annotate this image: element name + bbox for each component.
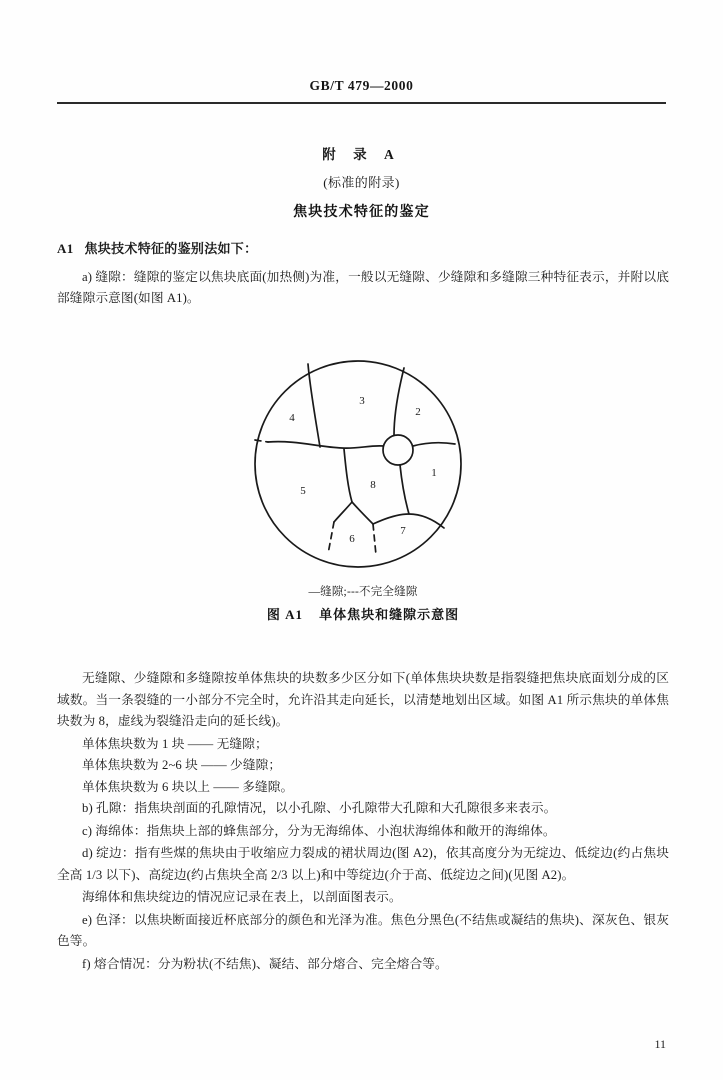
region-label-2: 2 (415, 406, 421, 418)
figure-a1 (57, 352, 669, 623)
paragraph-item-f: f) 熔合情况：分为粉状(不结焦)、凝结、部分熔合、完全熔合等。 (82, 956, 448, 971)
body-text-lower (57, 668, 669, 976)
header-divider (57, 102, 666, 104)
appendix-title: 附 录 A (322, 147, 401, 162)
crack-between-3-and-2 (394, 368, 404, 435)
rule-line-1: 单体焦块数为 1 块 —— 无缝隙； (82, 736, 268, 751)
region-label-1: 1 (431, 467, 437, 479)
page-header (57, 78, 666, 104)
paragraph-item-b: b) 孔隙：指焦块剖面的孔隙情况，以小孔隙、小孔隙带大孔隙和大孔隙很多来表示。 (82, 801, 557, 815)
region-label-7: 7 (400, 525, 406, 537)
figure-caption-text: 单体焦块和缝隙示意图 (319, 607, 460, 622)
region-label-6: 6 (349, 533, 355, 545)
crack-between-6-and-7 (352, 502, 373, 524)
figure-caption-number: 图 A1 (266, 607, 304, 622)
clause-heading (57, 238, 669, 260)
paragraph-note-record: 海绵体和焦块绽边的情况应记录在表上，以剖面图表示。 (82, 890, 402, 904)
crack-left-of-6 (334, 502, 352, 522)
clause-number: A1 (57, 241, 74, 256)
appendix-title-block (57, 143, 666, 221)
body-text-upper (57, 238, 669, 311)
rule-line-3: 单体焦块数为 6 块以上 —— 多缝隙。 (82, 779, 294, 794)
block-outline-circle (255, 361, 461, 567)
standard-code: GB/T 479—2000 (309, 78, 414, 93)
coke-block-crack-diagram (248, 352, 478, 577)
clause-title: 焦块技术特征的鉴别法如下： (84, 241, 258, 256)
paragraph-item-d: d) 绽边：指有些煤的焦块由于收缩应力裂成的裙状周边(图 A2)，依其高度分为无绽边、低绽边(约占焦块全高 1/3 以下)、高绽边(约占焦块全高 2/3 以上)和中等绽边(介于高、低绽边之间)(见图 A2)。 (57, 846, 669, 882)
crack-between-8-and-1 (400, 465, 409, 514)
appendix-name: 焦块技术特征的鉴定 (293, 205, 430, 220)
crack-extension-6-left-dashed (328, 522, 334, 554)
appendix-subtitle: (标准的附录) (323, 175, 400, 190)
center-node-circle (383, 435, 413, 465)
paragraph-after-figure: 无缝隙、少缝隙和多缝隙按单体焦块的块数多少区分如下(单体焦块块数是指裂缝把焦块底面划分成的区域数。当一条裂缝的一小部分不完全时，允许沿其走向延长，以清楚地划出区域。如图 A1 所示焦块的单体焦块数为 8，虚线为裂缝沿走向的延长线)。 (57, 671, 669, 728)
crack-between-2-and-1 (413, 443, 455, 446)
crack-extension-6-right-dashed (373, 524, 376, 555)
paragraph-item-e: e) 色泽：以焦块断面接近杯底部分的颜色和光泽为准。焦色分黑色(不结焦或凝结的焦块)、深灰色、银灰色等。 (57, 912, 669, 948)
paragraph-item-c: c) 海绵体：指焦块上部的蜂焦部分，分为无海绵体、小泡状海绵体和敞开的海绵体。 (82, 823, 556, 838)
crack-between-4-and-3 (308, 364, 320, 447)
region-label-8: 8 (370, 479, 376, 491)
rule-line-2: 单体焦块数为 2~6 块 —— 少缝隙； (82, 758, 282, 772)
crack-between-5-and-8 (344, 449, 352, 502)
crack-horizontal-main (268, 442, 383, 449)
figure-caption (57, 604, 669, 623)
page-number: 11 (654, 1037, 666, 1051)
crack-above-7 (373, 514, 444, 528)
paragraph-item-a: a) 缝隙：缝隙的鉴定以焦块底面(加热侧)为准，一般以无缝隙、少缝隙和多缝隙三种特征表示，并附以底部缝隙示意图(如图 A1)。 (57, 269, 669, 305)
region-label-4: 4 (289, 412, 295, 424)
region-label-5: 5 (300, 485, 306, 497)
figure-legend: —缝隙;---不完全缝隙 (308, 586, 418, 598)
region-label-3: 3 (359, 395, 365, 407)
